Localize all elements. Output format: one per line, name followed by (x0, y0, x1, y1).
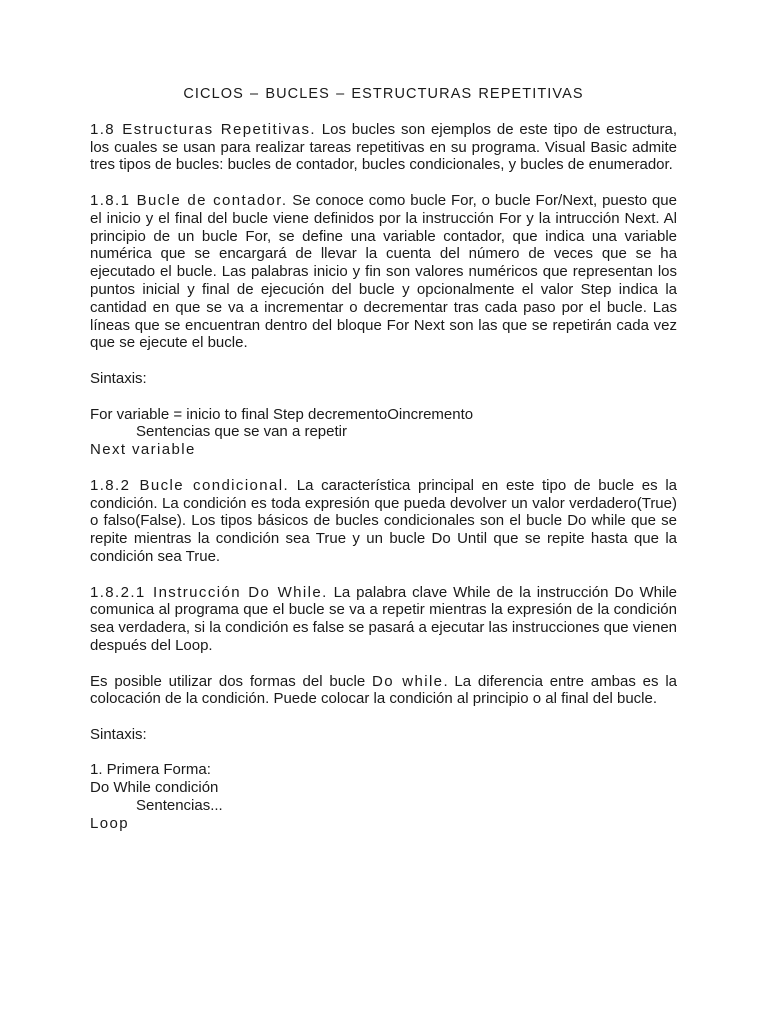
document-page (90, 86, 677, 850)
syntax-do-while-body-line: Sentencias... (136, 797, 223, 815)
syntax-next-line: Next variable (90, 441, 196, 459)
section-1-8-2 (90, 477, 677, 566)
section-1-8-heading: 1.8 Estructuras Repetitivas. (90, 120, 316, 138)
section-1-8-2-1-heading: 1.8.2.1 Instrucción Do While. (90, 583, 328, 601)
syntax-for-line: For variable = inicio to final Step decrementoOincremento (90, 405, 474, 423)
section-1-8 (90, 121, 677, 174)
forms-paragraph (90, 673, 677, 709)
syntax-label-1: Sintaxis: (90, 369, 147, 387)
section-1-8-body: Los bucles son ejemplos de este tipo de estructura, los cuales se usan para realizar tareas repetitivas en su programa. Visual Basic admite tres tipos de bucles: bucles de contador, bucles condicionales, y bucles de enumerador. (90, 120, 677, 174)
section-1-8-2-1 (90, 584, 677, 655)
forms-emphasis: Do while (372, 672, 444, 690)
syntax-block-do-while (90, 761, 677, 832)
syntax-do-while-line: Do While condición (90, 779, 219, 797)
section-1-8-2-1-body: La palabra clave While de la instrucción Do While comunica al programa que el bucle se va a repetir mientras la expresión de la condición sea verdadera, si la condición es false se pasará a ejecutar las instrucciones que vienen después del Loop. (90, 583, 678, 654)
forms-part-2: . La diferencia entre ambas es la colocación de la condición. Puede colocar la condición al principio o al final del bucle. (90, 672, 677, 708)
section-1-8-1 (90, 192, 677, 352)
section-1-8-1-heading: 1.8.1 Bucle de contador. (90, 191, 288, 209)
page-title: CICLOS – BUCLES – ESTRUCTURAS REPETITIVAS (183, 86, 584, 102)
syntax-for-body-line: Sentencias que se van a repetir (136, 423, 347, 441)
section-1-8-2-heading: 1.8.2 Bucle condicional. (90, 476, 290, 494)
syntax-label-2: Sintaxis: (90, 725, 147, 743)
forms-part-1: Es posible utilizar dos formas del bucle (90, 672, 373, 690)
syntax-first-form-label: 1. Primera Forma: (90, 761, 211, 779)
section-1-8-1-body: Se conoce como bucle For, o bucle For/Next, puesto que el inicio y el final del bucle viene definidos por la instrucción For y la intrucción Next. Al principio de un bucle For, se define una variable contador, que indica una variable numérica que se encargará de llevar la cuenta del número de veces que se ha ejecutado el bucle. Las palabras inicio y fin son valores numéricos que representan los puntos inicial y final de ejecución del bucle y opcionalmente el valor Step indica la cantidad en que se va a incrementar o decrementar tras cada paso por el bucle. Las líneas que se encuentran dentro del bloque For Next son las que se repetirán cada vez que se ejecute el bucle. (90, 191, 677, 352)
syntax-loop-line: Loop (90, 814, 129, 832)
syntax-block-for (90, 406, 677, 459)
section-1-8-2-body: La característica principal en este tipo de bucle es la condición. La condición es toda expresión que pueda devolver un valor verdadero(True) o falso(False). Los tipos básicos de bucles condicionales son el bucle Do while que se repite mientras la condición sea True y un bucle Do Until que se repite hasta que la condición sea True. (90, 476, 677, 565)
